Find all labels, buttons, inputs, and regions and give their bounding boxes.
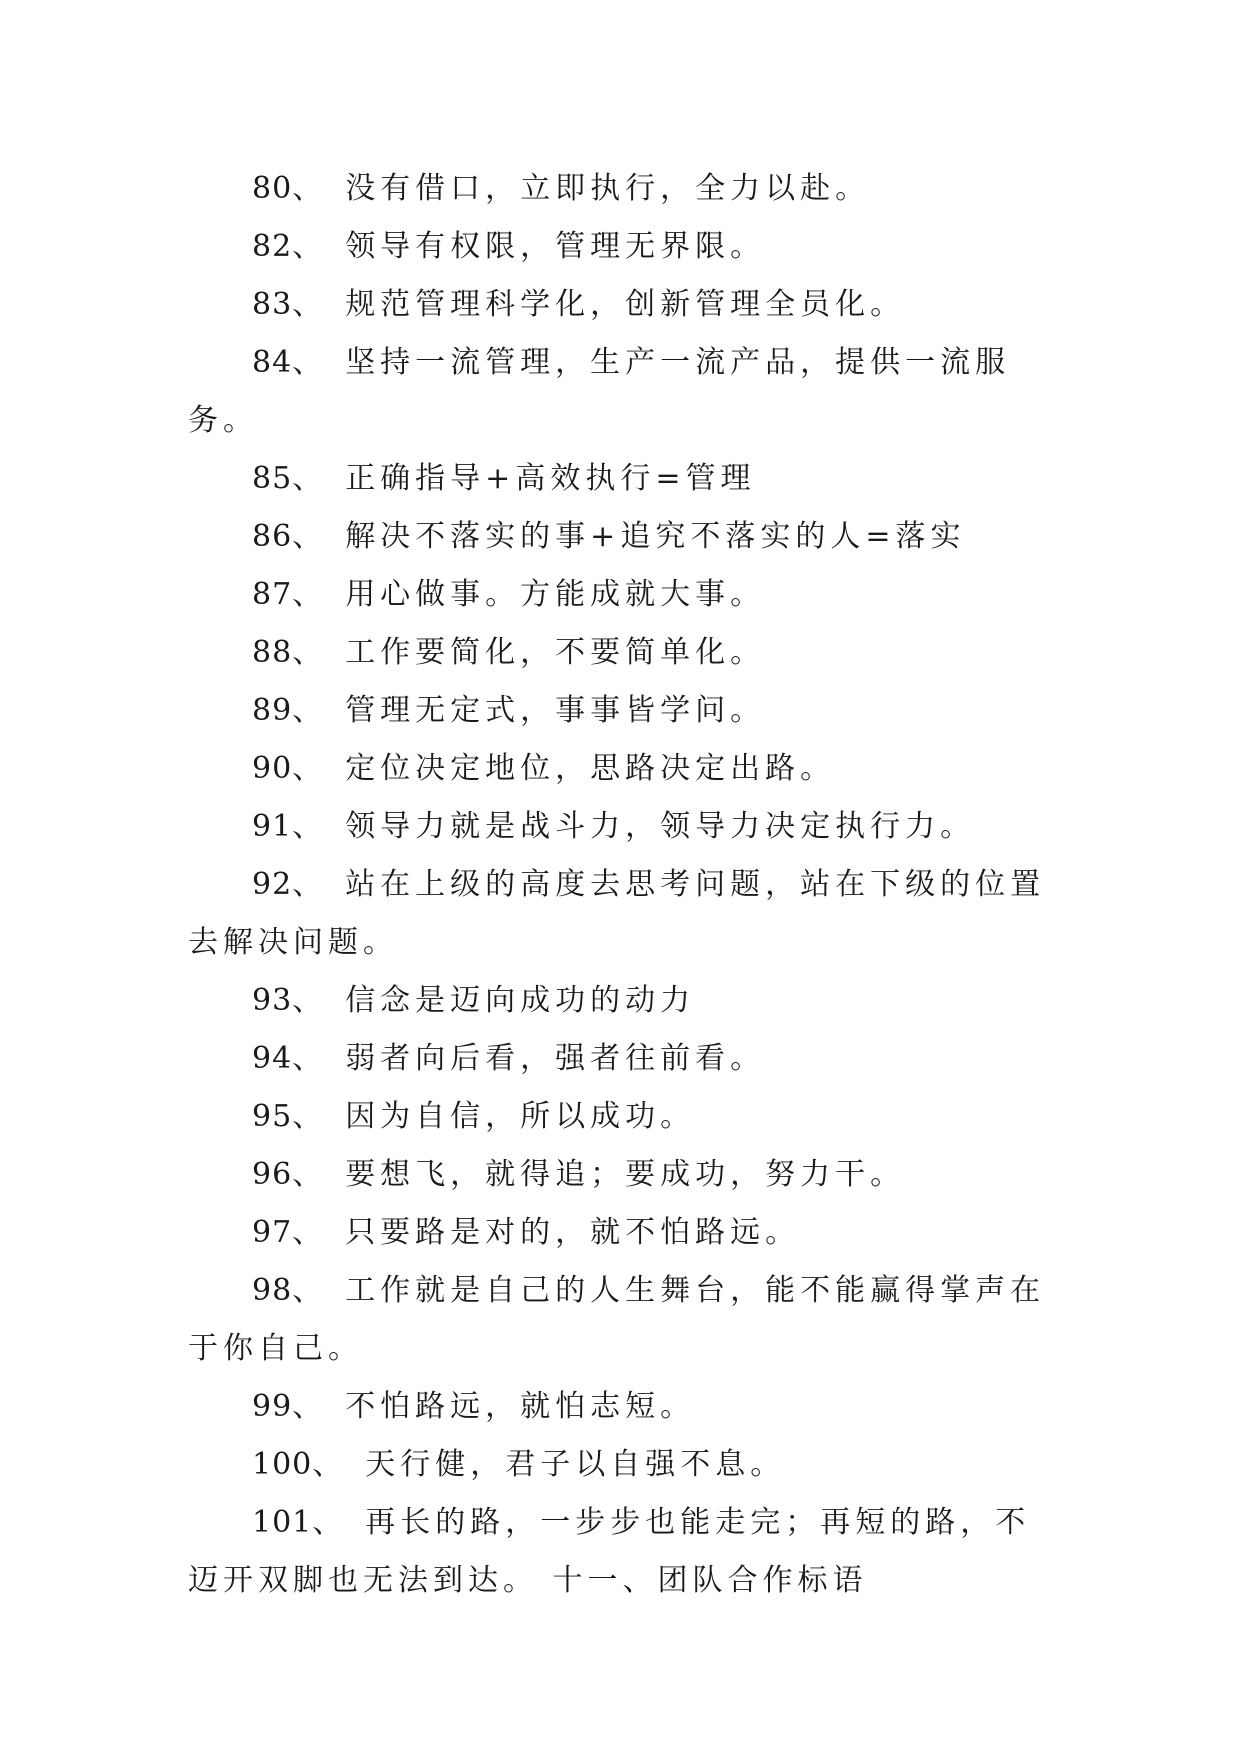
item-text: 不怕路远，就怕志短。 [345, 1389, 696, 1424]
item-text: 工作就是自己的人生舞台，能不能赢得掌声在于你自己。 [188, 1273, 1046, 1366]
item-text: 信念是迈向成功的动力 [345, 983, 696, 1018]
list-item [188, 1494, 1058, 1610]
list-item [188, 450, 1058, 508]
list-item [188, 276, 1058, 334]
list-item [188, 972, 1058, 1030]
item-text: 定位决定地位，思路决定出路。 [345, 751, 836, 786]
list-item [188, 1146, 1058, 1204]
item-text: 站在上级的高度去思考问题，站在下级的位置去解决问题。 [188, 867, 1046, 960]
item-number: 88、 [252, 635, 324, 670]
item-number: 93、 [252, 983, 324, 1018]
item-number: 101、 [252, 1505, 344, 1540]
list-item [188, 160, 1058, 218]
item-number: 80、 [252, 171, 324, 206]
item-number: 94、 [252, 1041, 324, 1076]
list-item [188, 1030, 1058, 1088]
item-text: 坚持一流管理，生产一流产品，提供一流服务。 [188, 345, 1011, 438]
item-number: 97、 [252, 1215, 324, 1250]
item-number: 90、 [252, 751, 324, 786]
item-number: 87、 [252, 577, 324, 612]
item-number: 92、 [252, 867, 324, 902]
list-item [188, 682, 1058, 740]
list-item [188, 218, 1058, 276]
item-text: 规范管理科学化，创新管理全员化。 [345, 287, 906, 322]
list-item [188, 1378, 1058, 1436]
list-item [188, 798, 1058, 856]
document-body [188, 160, 1058, 1610]
item-number: 85、 [252, 461, 324, 496]
list-item [188, 1436, 1058, 1494]
list-item [188, 1088, 1058, 1146]
item-text: 要想飞，就得追；要成功，努力干。 [345, 1157, 906, 1192]
item-text: 用心做事。方能成就大事。 [345, 577, 766, 612]
item-text: 因为自信，所以成功。 [345, 1099, 696, 1134]
list-item [188, 334, 1058, 450]
list-item [188, 508, 1058, 566]
item-text: 工作要简化，不要简单化。 [345, 635, 766, 670]
item-text: 解决不落实的事+追究不落实的人=落实 [345, 519, 966, 554]
item-text: 领导有权限，管理无界限。 [345, 229, 766, 264]
item-text: 再长的路，一步步也能走完；再短的路，不迈开双脚也无法到达。 十一、团队合作标语 [188, 1505, 1031, 1598]
list-item [188, 1204, 1058, 1262]
list-item [188, 1262, 1058, 1378]
item-text: 领导力就是战斗力，领导力决定执行力。 [345, 809, 976, 844]
item-number: 100、 [252, 1447, 344, 1482]
list-item [188, 856, 1058, 972]
item-number: 99、 [252, 1389, 324, 1424]
list-item [188, 566, 1058, 624]
list-item [188, 740, 1058, 798]
item-number: 86、 [252, 519, 324, 554]
item-text: 管理无定式，事事皆学问。 [345, 693, 766, 728]
item-number: 84、 [252, 345, 324, 380]
item-text: 弱者向后看，强者往前看。 [345, 1041, 766, 1076]
item-number: 83、 [252, 287, 324, 322]
item-text: 正确指导+高效执行=管理 [345, 461, 756, 496]
item-text: 天行健，君子以自强不息。 [365, 1447, 786, 1482]
item-number: 82、 [252, 229, 324, 264]
list-item [188, 624, 1058, 682]
item-text: 只要路是对的，就不怕路远。 [345, 1215, 801, 1250]
item-number: 89、 [252, 693, 324, 728]
item-text: 没有借口，立即执行，全力以赴。 [345, 171, 871, 206]
item-number: 96、 [252, 1157, 324, 1192]
item-number: 98、 [252, 1273, 324, 1308]
item-number: 91、 [252, 809, 324, 844]
item-number: 95、 [252, 1099, 324, 1134]
